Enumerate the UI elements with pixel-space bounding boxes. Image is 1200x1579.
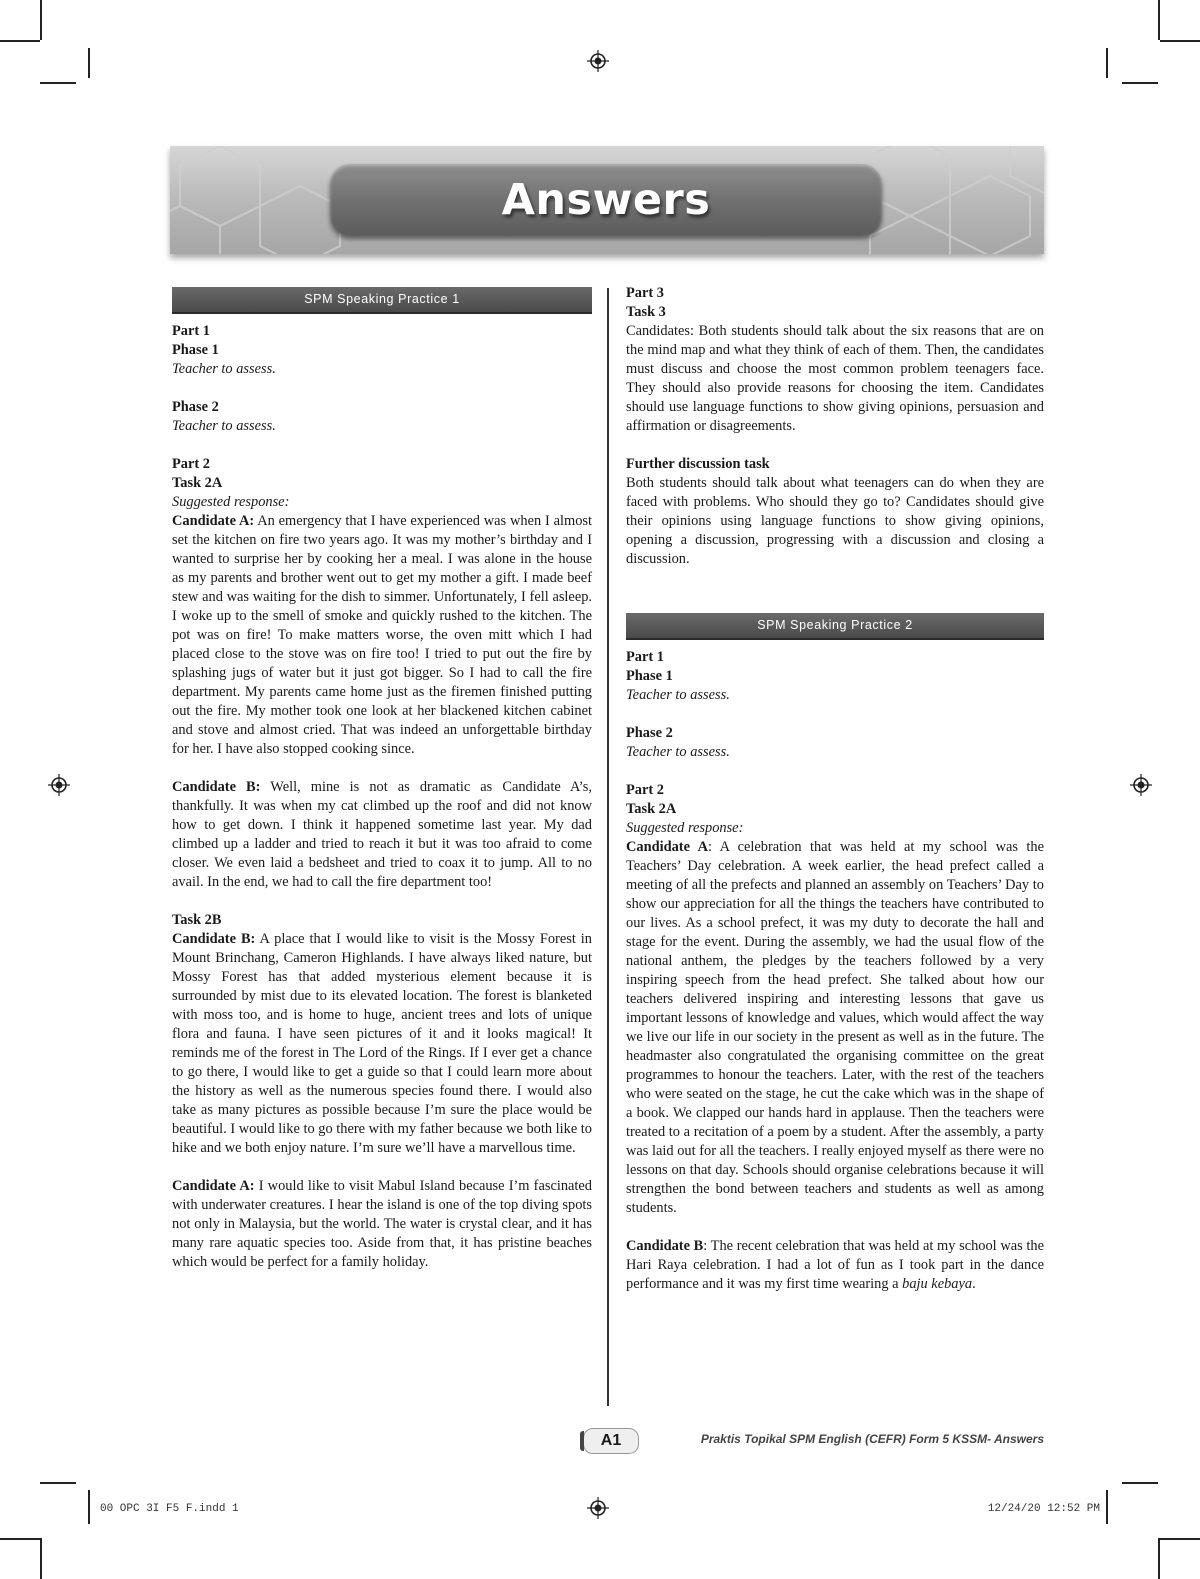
- candidate-text-end: .: [972, 1276, 976, 1292]
- crop-mark-icon: [1158, 0, 1160, 40]
- candidate-label: Candidate A:: [172, 1178, 255, 1194]
- file-slug: 00 OPC 3I F5 F.indd 1: [100, 1503, 239, 1515]
- section-bar-practice-2: SPM Speaking Practice 2: [626, 613, 1044, 640]
- page-title: Answers: [501, 175, 711, 225]
- part-2-heading: Part 2: [626, 782, 664, 798]
- candidate-label: Candidate B:: [172, 931, 256, 947]
- answers-banner: [170, 146, 1044, 254]
- further-discussion-text: Both students should talk about what teenagers can do when they are faced with problems. Who should they go to? Candidates should give their opinions using language functions to show giving opinions, opening a discussion, progressing with a discussion and closing a discussion.: [626, 475, 1044, 567]
- phase-2-heading: Phase 2: [626, 725, 673, 741]
- column-divider: [607, 288, 609, 1406]
- phase-1-note: Teacher to assess.: [626, 687, 730, 703]
- candidate-text: An emergency that I have experienced was when I almost set the kitchen on fire two years ago. It was my mother’s birthday and I wanted to surprise her by cooking her a meal. I was alone in the house as my parents and brother went out to get my mother a gift. I made beef stew and was waiting for the dish to simmer. Unfortunately, I fell asleep. I woke up to the smell of smoke and quickly rushed to the kitchen. The pot was on fire! To make matters worse, the oven mitt which I had placed close to the stove was on fire too! I tried to put out the fire by splashing jugs of water but it just got bigger. So I had to call the fire department. My parents came home just as the firemen finished putting out the fire. My mother took one look at her blackened kitchen cabinet and stove and almost cried. That was indeed an unforgettable birthday for her. I have also stopped cooking since.: [172, 513, 592, 757]
- candidate-text: Well, mine is not as dramatic as Candidate A’s, thankfully. It was when my cat climbed up the roof and did not know how to get down. I think it happened sometime last year. My dad climbed up a ladder and tried to reach it but it was too afraid to come closer. We even laid a bedsheet and tried to coax it to jump. All to no avail. In the end, we had to call the fire department too!: [172, 779, 592, 890]
- registration-mark-icon: [48, 774, 70, 796]
- crop-mark-icon: [88, 48, 90, 78]
- suggested-response-label: Suggested response:: [172, 494, 290, 510]
- task-2b-heading: Task 2B: [172, 912, 222, 928]
- crop-mark-icon: [40, 1538, 42, 1579]
- crop-mark-icon: [40, 0, 42, 40]
- candidate-text: : A celebration that was held at my school was the Teachers’ Day celebration. A week earlier, the head prefect called a meeting of all the prefects and planned an assembly on Teachers’ Day to show our appreciation for all the things the teachers have contributed to our lives. As a school prefect, it was my duty to decorate the hall and stage for the event. During the assembly, we had the usual flow of the national anthem, the pledges by the teachers followed by a very inspiring speech from the head prefect. She talked about how our teachers delivered inspiring and interesting lessons that gave us important lessons of knowledge and values, which would affect the way we live our life in our society in the present as well as in the future. The headmaster also congratulated the organising committee on the great programmes to honour the teachers. Later, with the rest of the teachers who were seated on the stage, he cut the cake which was in the shape of a book. We clapped our hands hard in applause. Then the teachers were treated to a recitation of a poem by a student. After the assembly, a party was laid out for all the teachers. I really enjoyed myself as there were no lessons on that day. Schools should organise celebrations because it will strengthen the bond between teachers and students as well as among students.: [626, 839, 1044, 1216]
- suggested-response-label: Suggested response:: [626, 820, 744, 836]
- candidate-text-italic: baju kebaya: [902, 1276, 973, 1292]
- task-3-text: Candidates: Both students should talk about the six reasons that are on the mind map and what they think of each of them. Then, the candidates must discuss and choose the most common problem teenagers face. They should also provide reasons for choosing the item. Candidates should use language functions to show giving opinions, persuasion and affirmation or disagreements.: [626, 323, 1044, 434]
- crop-mark-icon: [40, 1482, 76, 1484]
- left-column: [172, 287, 592, 1272]
- phase-1-note: Teacher to assess.: [172, 361, 276, 377]
- task-2a-heading: Task 2A: [172, 475, 223, 491]
- task-2a-heading: Task 2A: [626, 801, 677, 817]
- book-reference: Praktis Topikal SPM English (CEFR) Form 5 KSSM- Answers: [700, 1432, 1044, 1446]
- part-3-heading: Part 3: [626, 285, 664, 301]
- part-1-heading: Part 1: [626, 649, 664, 665]
- candidate-label: Candidate B: [626, 1238, 704, 1254]
- part-2-heading: Part 2: [172, 456, 210, 472]
- crop-mark-icon: [40, 82, 76, 84]
- crop-mark-icon: [1160, 40, 1200, 42]
- crop-mark-icon: [1106, 48, 1108, 78]
- crop-mark-icon: [1158, 1538, 1160, 1579]
- crop-mark-icon: [1160, 1538, 1200, 1540]
- candidate-b-paragraph: [626, 1237, 1044, 1294]
- candidate-text: A place that I would like to visit is the Mossy Forest in Mount Brinchang, Cameron Highlands. I have always liked nature, but Mossy Forest has that added mysterious element because it is surrounded by mist due to its elevated location. The forest is blanketed with moss too, and is home to huge, ancient trees and lots of unique flora and fauna. I have seen pictures of it and it looks magical! It reminds me of the forest in The Lord of the Rings. If I ever get a chance to go there, I would like to get a guide so that I could learn more about the history as well as the numerous species found there. I would also take as many pictures as possible because I’m sure the place would be beautiful. I would like to go there with my father because we both like to hike and we both enjoy nature. I’m sure we’ll have a marvellous time.: [172, 931, 593, 1156]
- crop-mark-icon: [1122, 82, 1158, 84]
- crop-mark-icon: [0, 1538, 40, 1540]
- timestamp-slug: 12/24/20 12:52 PM: [987, 1503, 1100, 1515]
- phase-2-heading: Phase 2: [172, 399, 219, 415]
- candidate-b-paragraph: [172, 930, 592, 1158]
- registration-mark-icon: [1130, 774, 1152, 796]
- crop-mark-icon: [1106, 1490, 1108, 1524]
- registration-mark-icon: [587, 1497, 609, 1519]
- phase-2-note: Teacher to assess.: [172, 418, 276, 434]
- title-pill: [330, 164, 882, 236]
- further-discussion-heading: Further discussion task: [626, 456, 770, 472]
- candidate-label: Candidate A: [626, 839, 708, 855]
- task-3-heading: Task 3: [626, 304, 666, 320]
- crop-mark-icon: [0, 40, 40, 42]
- candidate-b-paragraph: [172, 778, 592, 892]
- candidate-a-paragraph: [172, 512, 592, 759]
- page-number: A1: [583, 1428, 639, 1454]
- phase-1-heading: Phase 1: [172, 342, 219, 358]
- section-bar-practice-1: SPM Speaking Practice 1: [172, 287, 592, 314]
- candidate-text: I would like to visit Mabul Island because I’m fascinated with underwater creatures. I hear the island is one of the top diving spots not only in Malaysia, but the world. The water is crystal clear, and it has many rare aquatic species too. Aside from that, it has pristine beaches which would be perfect for a family holiday.: [172, 1178, 592, 1270]
- crop-mark-icon: [1122, 1482, 1158, 1484]
- candidate-a-paragraph: [626, 838, 1044, 1218]
- candidate-a-paragraph: [172, 1177, 592, 1272]
- phase-1-heading: Phase 1: [626, 668, 673, 684]
- right-column: [626, 284, 1044, 1294]
- crop-mark-icon: [88, 1490, 90, 1524]
- registration-mark-icon: [587, 50, 609, 72]
- candidate-label: Candidate B:: [172, 779, 261, 795]
- phase-2-note: Teacher to assess.: [626, 744, 730, 760]
- candidate-text: : The recent celebration that was held at my school was the Hari Raya celebration. I had a lot of fun as I took part in the dance performance and it was my first time wearing a: [626, 1238, 1045, 1292]
- candidate-label: Candidate A:: [172, 513, 255, 529]
- part-1-heading: Part 1: [172, 323, 210, 339]
